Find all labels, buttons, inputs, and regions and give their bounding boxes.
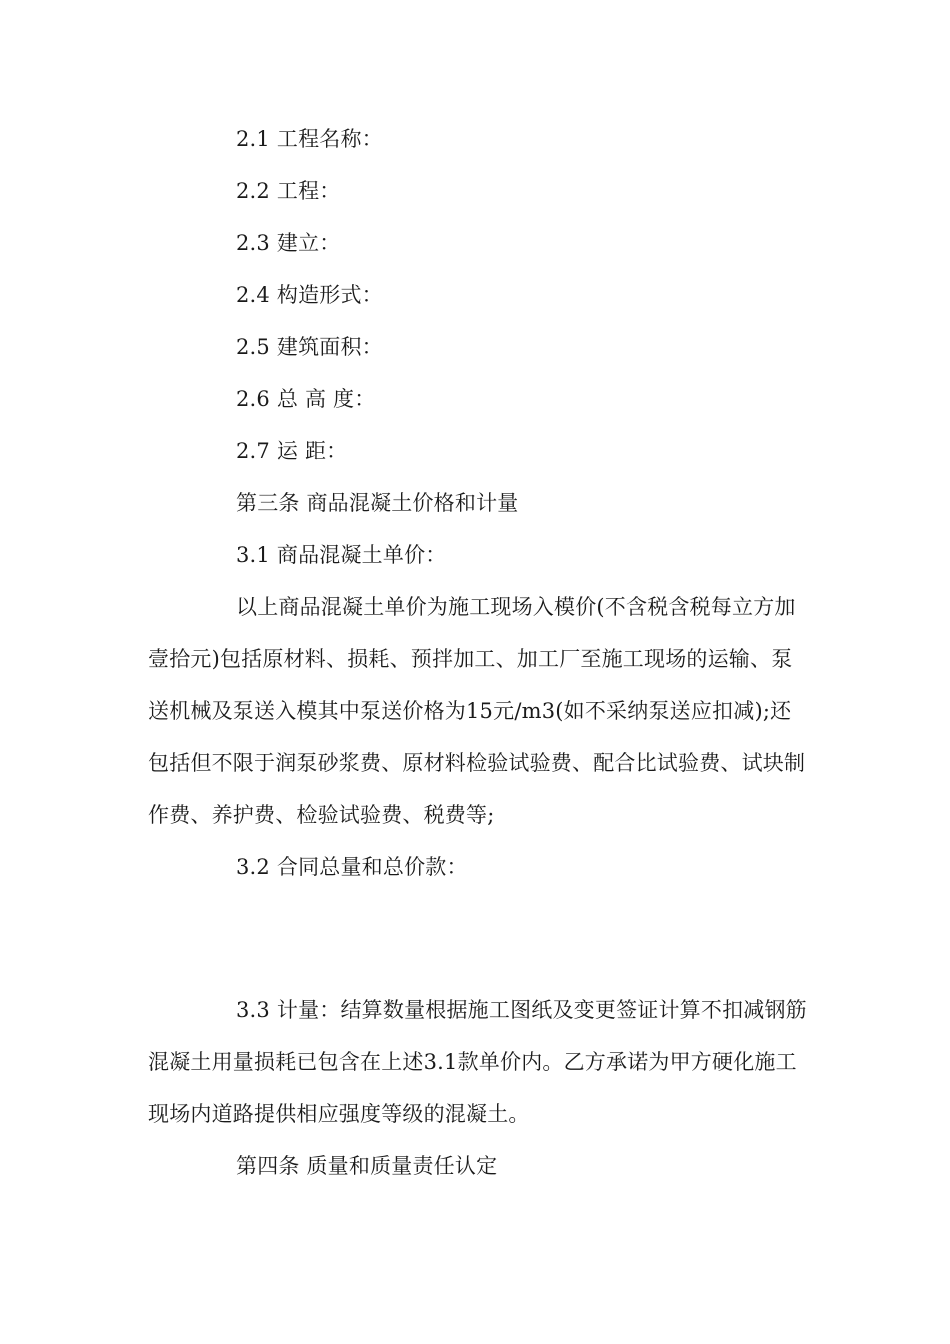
item-haul-distance: 2.7 运 距： (236, 439, 348, 463)
paragraph-price-details: 以上商品混凝土单价为施工现场入模价(不含税含税每立方加壹拾元)包括原材料、损耗、预拌加工、加工厂至施工现场的运输、泵送机械及泵送入模其中泵送价格为15元/m3(如不采纳泵送应扣减);还包括但不限于润泵砂浆费、原材料检验试验费、配合比试验费、试块制作费、养护费、检验试验费、税费等; (148, 595, 806, 827)
article-3-heading: 第三条 商品混凝土价格和计量 (236, 491, 519, 515)
contract-section-lower (148, 984, 808, 1192)
paragraph-measurement: 3.3 计量：结算数量根据施工图纸及变更签证计算不扣减钢筋混凝土用量损耗已包含在上述3.1款单价内。乙方承诺为甲方硬化施工现场内道路提供相应强度等级的混凝土。 (148, 998, 807, 1126)
item-total-height: 2.6 总 高 度： (236, 387, 376, 411)
item-project: 2.2 工程： (236, 179, 341, 203)
item-unit-price: 3.1 商品混凝土单价： (236, 543, 447, 567)
item-structure-type: 2.4 构造形式： (236, 283, 383, 307)
article-4-heading: 第四条 质量和质量责任认定 (236, 1154, 498, 1178)
item-total-contract: 3.2 合同总量和总价款： (236, 855, 468, 879)
item-construction: 2.3 建立： (236, 231, 341, 255)
contract-section-upper (148, 113, 808, 893)
item-building-area: 2.5 建筑面积： (236, 335, 383, 359)
item-project-name: 2.1 工程名称： (236, 127, 383, 151)
